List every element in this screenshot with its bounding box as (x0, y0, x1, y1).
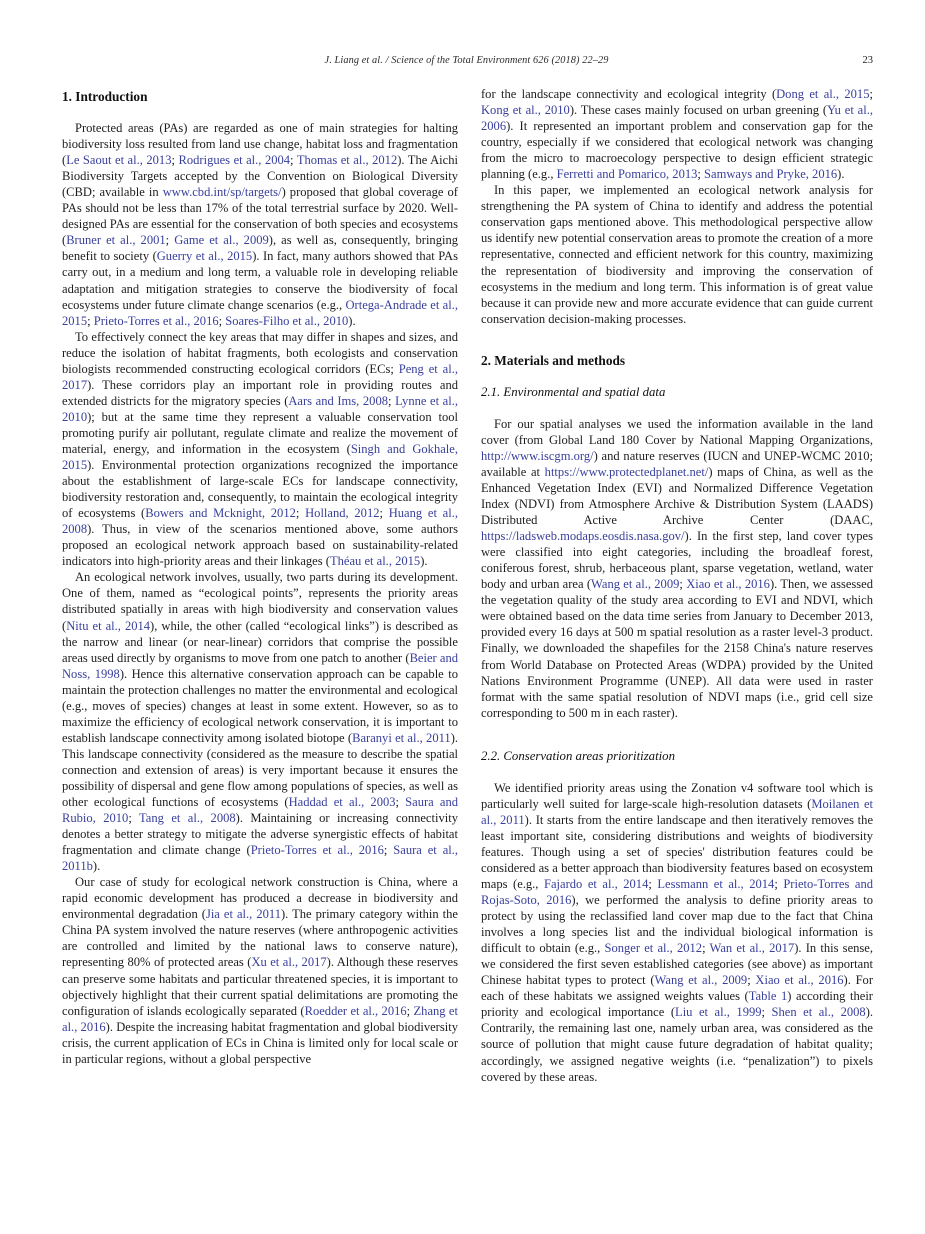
text-run: ). Contrarily, the remaining last one, namely urban area, was considered as the source of pollution that might cause future degradation of habitat quality; accordingly, we assigned negative weights (i.e. “penalization”) to pixels covered by these areas. (481, 1005, 874, 1084)
paragraph (62, 874, 458, 1067)
text-run: ). Then, we assessed the vegetation quality of the study area according to EVI and NDVI, which were obtained based on the data time series from January to December 2013, provided every 16 days at 500 m spatial resolution as a raster level-3 product. Finally, we downloaded the shapefiles for the 2158 China's nature reserves from World Database on Protected Areas (WDPA) provided by the United Nations Environment Programme (UNEP). All data were used in raster format with the same spatial resolution of NDVI maps (i.e., grid cell size corresponding to 500 m in each raster). (481, 577, 874, 720)
text-run: for the landscape connectivity and ecological integrity ( (481, 87, 777, 101)
citation-link[interactable]: Saura and Rubio, 2010 (62, 795, 458, 826)
text-run: ). In the first step, land cover types were classified into eight categories, including the broadleaf forest, coniferous forest, shrub, herbaceous plant, sparse vegetation, wetland, water body and urban area ( (481, 529, 873, 592)
paragraph (62, 329, 458, 570)
paragraph (62, 569, 458, 874)
text-run: ; (648, 877, 658, 892)
text-run: ) maps of China, as well as the Enhanced Vegetation Index (EVI) and Normalized Difference Vegetation Index (NDVI) from Atmosphere Archive & Distribution System (LAADS) Distributed Active Archive Center (DAAC, (481, 464, 874, 528)
citation-link[interactable]: Saura et al., 2011b (62, 843, 459, 874)
subsection-heading-environmental-spatial-data: 2.1. Environmental and spatial data (481, 384, 666, 399)
citation-link[interactable]: Shen et al., 2008 (771, 1005, 866, 1020)
paragraph: In this paper, we implemented an ecological network analysis for strengthening the PA system of China to identify and address the potential conservation gaps mentioned above. This methodological perspective allow us identify new potential conservation areas to promote the creation of a more representative, connected and efficient network for this country, maximizing the representation of biodiversity and improving the conservation of ecosystems in the medium and long term. This information is of great value because it can provide new and more accurate evidence that can guide current conservation decision-making processes. (481, 183, 873, 326)
right-column (481, 86, 873, 1085)
text-run: ). It represented an important problem and conservation gap for the country, especially if we considered that ecological network was changing from the micro to macroecology perspective to design efficient strategic planning (e.g., (481, 119, 873, 182)
citation-link[interactable]: Thomas et al., 2012 (296, 153, 398, 168)
citation-link[interactable]: Table 1 (748, 989, 788, 1004)
text-run: ). Hence this alternative conservation approach can be capable to maintain the protection challenges no matter the environmental and ecological (e.g., moves of species) changes at least in some extent. However, so as to maximize the efficiency of ecological network conservation, it is important to establish landscape connectivity among isolated biotope ( (62, 666, 458, 745)
citation-link[interactable]: Moilanen et al., 2011 (481, 796, 874, 827)
text-run: ; (395, 795, 406, 810)
text-run: ). The primary category within the China PA system involved the nature reserves (where anthropogenic activities are controlled and limited by the national laws to conserve nature), representing 80% of protected areas ( (62, 907, 458, 970)
url-link[interactable]: http://www.iscgm.org/ (481, 448, 594, 463)
text-run: ; (406, 1003, 414, 1018)
citation-link[interactable]: Peng et al., 2017 (62, 361, 458, 392)
page-number: 23 (862, 55, 873, 66)
text-run: ). Thus, in view of the scenarios mentioned above, some authors proposed an ecological network approach based on sustainability-related indicators into high-priority areas and their linkages ( (62, 522, 458, 569)
text-run: ; (869, 87, 873, 101)
citation-link[interactable]: Prieto-Torres et al., 2016 (93, 313, 219, 328)
text-run: ). For each of these habitats we assigned weights values ( (481, 973, 874, 1004)
text-run: ; (128, 811, 140, 826)
citation-link[interactable]: Lynne et al., 2010 (62, 393, 458, 424)
text-run: ; (702, 941, 710, 956)
citation-link[interactable]: Kong et al., 2010 (481, 103, 570, 118)
citation-link[interactable]: Holland, 2012 (305, 506, 380, 521)
text-run: ; (165, 233, 175, 248)
citation-link[interactable]: Wan et al., 2017 (709, 941, 795, 956)
url-link[interactable]: https://www.protectedplanet.net/ (544, 464, 709, 479)
citation-link[interactable]: Xu et al., 2017 (251, 955, 327, 970)
text-run: Protected areas (PAs) are regarded as one of main strategies for halting biodiversity loss resulted from land use change, habitat loss and fragmentation ( (62, 121, 458, 168)
text-run: ). (837, 167, 845, 182)
citation-link[interactable]: Rodrigues et al., 2004 (178, 153, 291, 168)
citation-link[interactable]: Baranyi et al., 2011 (352, 730, 451, 745)
text-run: To effectively connect the key areas that may differ in shapes and sizes, and reduce the isolation of habitat fragments, both ecologists and conservation biologists recommended constructing ecological corridors (ECs; (62, 329, 458, 376)
text-run: We identified priority areas using the Zonation v4 software tool which is particularly well suited for large-scale high-resolution datasets ( (481, 780, 873, 811)
citation-link[interactable]: Soares-Filho et al., 2010 (225, 313, 349, 328)
text-run: ; (87, 313, 94, 328)
url-link[interactable]: https://ladsweb.modaps.eosdis.nasa.gov/ (481, 529, 685, 544)
text-run: ). Environmental protection organizations recognized the importance about the establishment of large-scale ECs for landscape connectivity, biodiversity restoration and, consequently, to maintain the ecological integrity of ecosystems ( (62, 458, 458, 521)
section-heading-materials-methods: 2. Materials and methods (481, 352, 626, 368)
citation-link[interactable]: Dong et al., 2015 (776, 87, 870, 101)
text-run: ) according their priority and ecological importance ( (481, 989, 873, 1020)
text-run: ; (747, 973, 756, 988)
citation-link[interactable]: Bruner et al., 2001 (66, 233, 166, 248)
text-run: ) and nature reserves (IUCN and UNEP-WCMC 2010; available at (481, 448, 873, 479)
citation-link[interactable]: Aars and Ims, 2008 (288, 393, 388, 408)
citation-link[interactable]: Singh and Gokhale, 2015 (62, 441, 458, 473)
citation-link[interactable]: Jia et al., 2011 (205, 907, 281, 922)
citation-link[interactable]: Tang et al., 2008 (139, 811, 236, 826)
citation-link[interactable]: Songer et al., 2012 (604, 941, 703, 956)
running-head: J. Liang et al. / Science of the Total Environment 626 (2018) 22–29 (324, 55, 609, 66)
text-run: ; (171, 153, 179, 168)
text-run: Our case of study for ecological network construction is China, where a rapid economic development has produced a decrease in biodiversity and environmental degradation ( (62, 875, 458, 922)
section-heading-introduction: 1. Introduction (62, 89, 148, 104)
citation-link[interactable]: Yu et al., 2006 (481, 103, 873, 134)
text-run: ; (295, 506, 306, 521)
text-run: ). In this sense, we considered the first seven established categories (see above) as important Chinese habitat types to protect ( (481, 941, 873, 988)
citation-link[interactable]: Guerry et al., 2015 (156, 249, 253, 264)
citation-link[interactable]: Beier and Noss, 1998 (62, 650, 458, 681)
paragraph (481, 780, 873, 1085)
text-run: ), we performed the analysis to define priority areas to protect by using the reclassified land cover map due to the fact that China involves a long species list and the individual biological information is difficult to obtain (e.g., (481, 893, 874, 956)
citation-link[interactable]: Bowers and Mcknight, 2012 (145, 506, 296, 521)
citation-link[interactable]: Game et al., 2009 (174, 233, 269, 248)
text-run: An ecological network involves, usually, two parts during its development. One of them, named as “ecological points”, represents the priority areas distributed spatially in areas with high biodiversity and conservation values ( (62, 570, 458, 633)
text-run: ); but at the same time they represent a valuable conservation tool promoting purify air pollutant, regulate climate and realize the movement of material, energy, and information in the ecosystem ( (62, 409, 458, 456)
citation-link[interactable]: Théau et al., 2015 (329, 554, 421, 569)
text-run: ). In fact, many authors showed that PAs carry out, in a medium and long term, a valuable role in developing reliable adaptation and mitigation strategies to conserve the biodiversity of focal ecosystems under future climate change scenarios (e.g., (62, 249, 458, 312)
text-run: ), while, the other (called “ecological links”) is described as the narrow and linear (or near-linear) corridors that comprise the possible areas used directly by organisms to move from one patch to another ( (62, 618, 458, 665)
text-run: ; (697, 167, 705, 182)
citation-link[interactable]: Ortega-Andrade et al., 2015 (62, 297, 458, 328)
text-run: ; (679, 577, 687, 592)
text-run: ). This landscape connectivity (considered as the measure to describe the spatial connection and extension of areas) is very important because it ensures the possibility of dispersal and gene flow among populations of species, as well as other ecological functions of ecosystems ( (62, 730, 459, 810)
citation-link[interactable]: Roedder et al., 2016 (304, 1003, 407, 1018)
citation-link[interactable]: Prieto-Torres and Rojas-Soto, 2016 (481, 877, 873, 908)
citation-link[interactable]: Liu et al., 1999 (675, 1005, 762, 1020)
text-run: ; (290, 153, 297, 168)
text-run: ). (92, 859, 101, 874)
text-run: ). The Aichi Biodiversity Targets accepted by the Convention on Biological Diversity (CBD; available in (62, 153, 458, 200)
citation-link[interactable]: Wang et al., 2009 (591, 577, 680, 592)
citation-link[interactable]: Xiao et al., 2016 (686, 577, 770, 592)
url-link[interactable]: www.cbd.int/sp/targets/ (162, 185, 282, 200)
citation-link[interactable]: Samways and Pryke, 2016 (704, 167, 838, 182)
paragraph-continuation (481, 86, 873, 182)
citation-link[interactable]: Ferretti and Pomarico, 2013 (556, 167, 698, 182)
citation-link[interactable]: Wang et al., 2009 (654, 973, 748, 988)
text-run: ; (218, 313, 226, 328)
citation-link[interactable]: Huang et al., 2008 (62, 506, 459, 537)
citation-link[interactable]: Lessmann et al., 2014 (657, 877, 775, 892)
text-run: ). These cases mainly focused on urban greening ( (569, 103, 828, 118)
subsection-heading-conservation-areas-prioritization: 2.2. Conservation areas prioritization (481, 748, 675, 763)
text-run: ). Although these reserves can preserve some habitats and particular threatened species, it is important to objectively highlight that their current spatial delimitations are promoting the configuration of islands ecologically separated ( (62, 955, 458, 1018)
citation-link[interactable]: Le Saout et al., 2013 (66, 153, 172, 168)
paragraph (481, 416, 873, 721)
text-run: ; (774, 877, 784, 892)
text-run: ). Despite the increasing habitat fragmentation and global biodiversity crisis, the current application of ECs in China is limited only for local scale or in particular regions, without a global perspective (62, 1019, 458, 1066)
text-run: For our spatial analyses we used the information available in the land cover (from Global Land 180 Cover by National Mapping Organizations, (481, 416, 873, 447)
left-column (62, 86, 458, 1067)
text-run: ; (379, 506, 389, 521)
text-run: ). (420, 554, 428, 569)
text-run: ). These corridors play an important role in providing routes and extended districts for the migratory species ( (62, 377, 458, 408)
text-run: ; (388, 393, 396, 408)
text-run: ). (348, 313, 356, 328)
text-run: ). Maintaining or increasing connectivity denotes a better strategy to mitigate the adverse synergistic effects of habitat fragmentation and climate change ( (62, 811, 458, 858)
text-run: ; (383, 843, 394, 858)
paragraph (62, 120, 458, 329)
text-run: ), as well as, consequently, bringing benefit to society ( (62, 233, 459, 264)
text-run: ). It starts from the entire landscape and then iteratively removes the least important site, considering distributions and weights of biodiversity features. Though using a set of species' distribution features could be considered as a better approach than biodiversity features based on ecosystem maps (e.g., (481, 812, 874, 892)
text-run: ; (761, 1005, 772, 1020)
citation-link[interactable]: Nitu et al., 2014 (66, 618, 151, 633)
citation-link[interactable]: Haddad et al., 2003 (288, 795, 396, 810)
citation-link[interactable]: Xiao et al., 2016 (755, 973, 844, 988)
citation-link[interactable]: Zhang et al., 2016 (62, 1003, 458, 1034)
text-run: ) proposed that global coverage of PAs should not be less than 17% of the total terrestrial surface by 2020. Well-designed PAs are essential for the conservation of both species and ecosystems ( (62, 185, 458, 248)
citation-link[interactable]: Prieto-Torres et al., 2016 (250, 843, 384, 858)
citation-link[interactable]: Fajardo et al., 2014 (543, 877, 649, 892)
